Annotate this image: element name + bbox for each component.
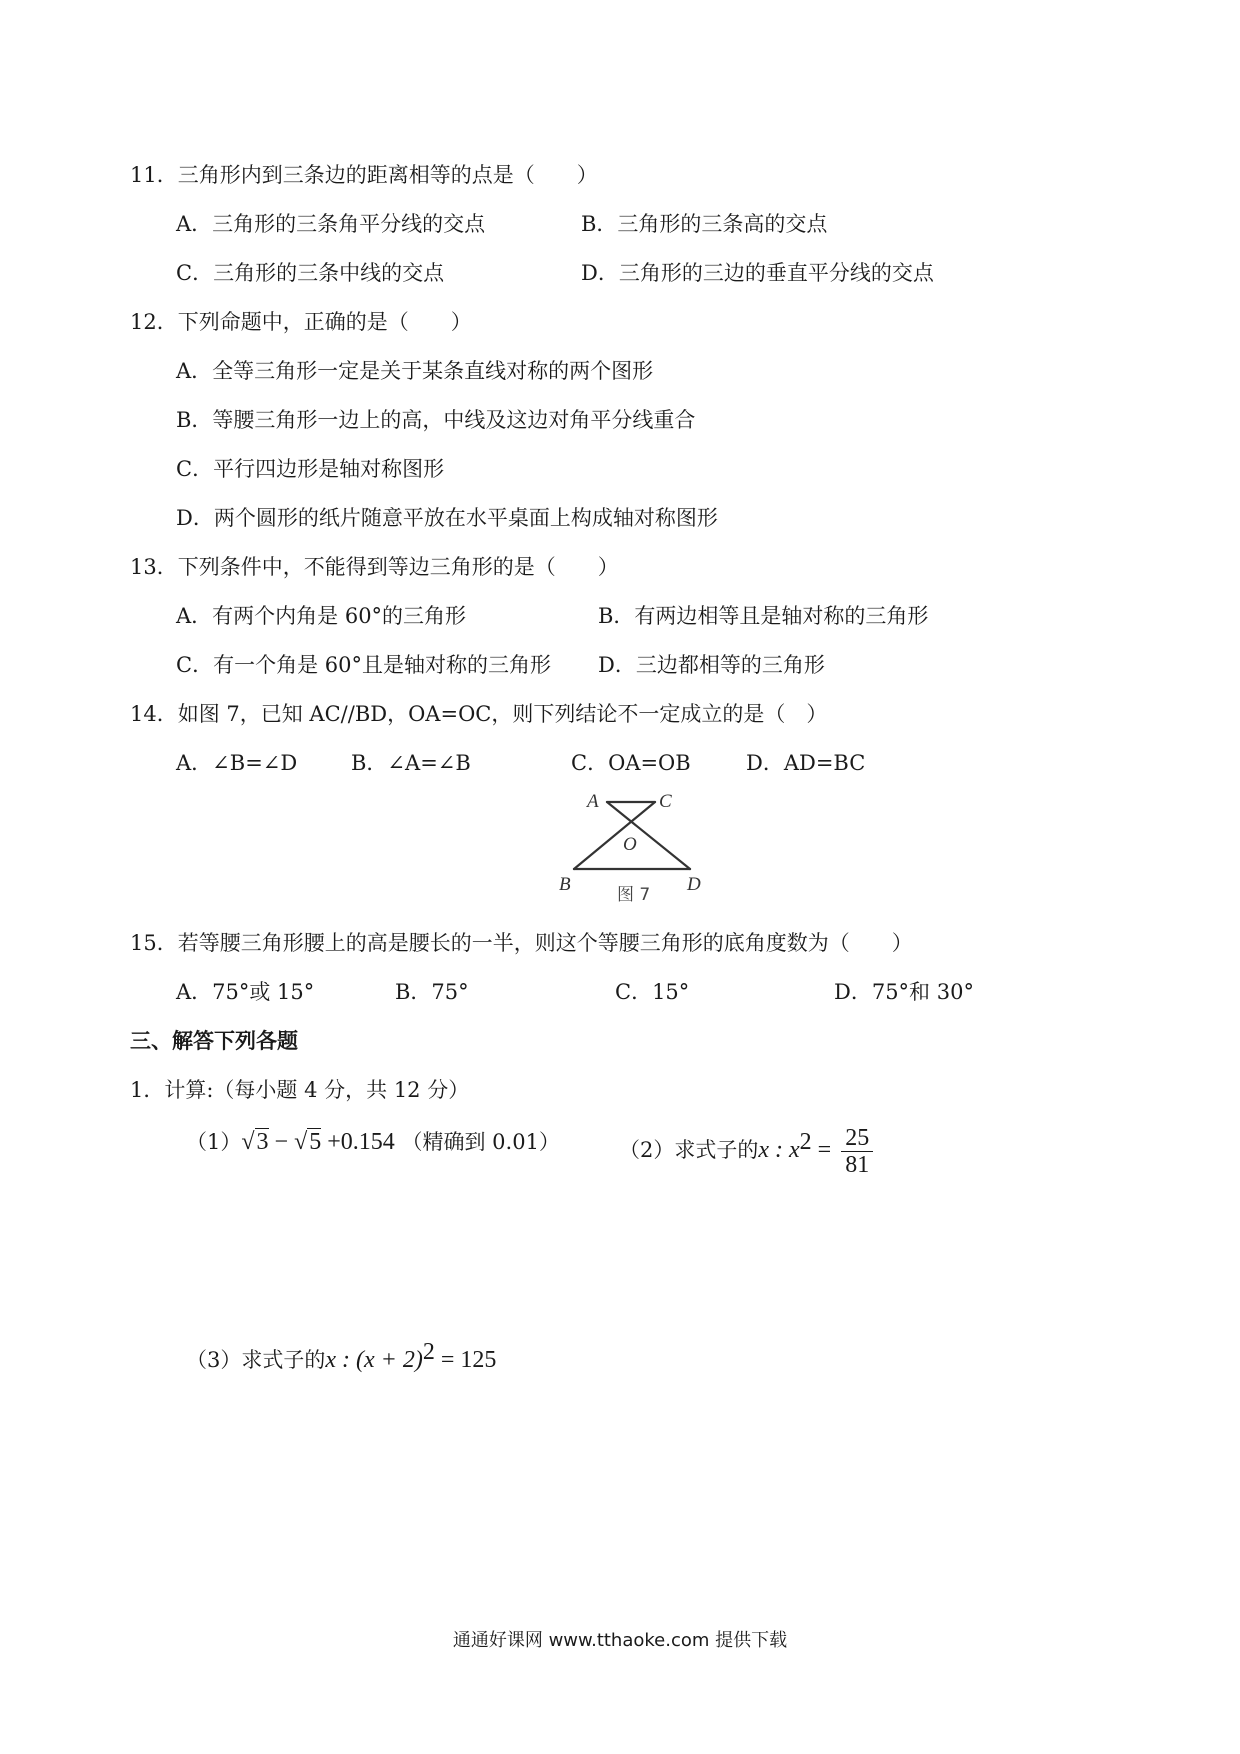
label-c: C <box>659 791 672 812</box>
q14-option-c: C．OA=OB <box>571 751 691 775</box>
sub1-tail: +0.154 <box>327 1129 395 1155</box>
segment-ad <box>607 802 690 869</box>
sub3-expression: x : (x + 2) <box>325 1347 423 1373</box>
sub3-label: （3）求式子的 <box>186 1348 326 1372</box>
q15-option-c: C．15° <box>615 980 690 1004</box>
sub1-root-b: 5 <box>309 1129 322 1155</box>
sub-question-3 <box>186 1338 496 1374</box>
sub1-root-a: 3 <box>256 1129 269 1155</box>
figure-caption: 图 7 <box>617 885 651 905</box>
sub1-note: （精确到 0.01） <box>401 1130 560 1154</box>
q15-option-d: D．75°和 30° <box>834 980 974 1004</box>
sub-question-2 <box>619 1113 873 1179</box>
sub1-expression: √3 − √5 +0.154 <box>241 1129 395 1155</box>
label-d: D <box>687 874 701 895</box>
label-o: O <box>623 834 637 855</box>
q12-option-a: A．全等三角形一定是关于某条直线对称的两个图形 <box>176 359 654 383</box>
q12-option-d: D．两个圆形的纸片随意平放在水平桌面上构成轴对称图形 <box>176 506 718 530</box>
label-b: B <box>559 874 571 895</box>
q14-option-d: D．AD=BC <box>746 751 866 775</box>
label-a: A <box>587 791 599 812</box>
q11-stem: 11．三角形内到三条边的距离相等的点是（ ） <box>130 163 598 187</box>
sub2-label: （2）求式子的 <box>619 1138 759 1162</box>
segment-cb <box>574 802 655 869</box>
section-heading: 三、解答下列各题 <box>130 1028 298 1053</box>
sub2-equals: = <box>811 1137 838 1163</box>
q13-option-c: C．有一个角是 60°且是轴对称的三角形 <box>176 653 551 677</box>
sub2-numerator: 25 <box>841 1125 873 1152</box>
q15-stem: 15．若等腰三角形腰上的高是腰长的一半，则这个等腰三角形的底角度数为（ ） <box>130 931 913 955</box>
q12-option-b: B．等腰三角形一边上的高，中线及这边对角平分线重合 <box>176 408 696 432</box>
q11-option-d: D．三角形的三边的垂直平分线的交点 <box>581 261 934 285</box>
q11-option-b: B．三角形的三条高的交点 <box>581 212 828 236</box>
q13-option-b: B．有两边相等且是轴对称的三角形 <box>598 604 929 628</box>
q12-option-c: C．平行四边形是轴对称图形 <box>176 457 445 481</box>
footer-source: 通通好课网 www.tthaoke.com 提供下载 <box>452 1630 788 1651</box>
q14-option-b: B．∠A=∠B <box>351 751 471 775</box>
figure-7-diagram <box>555 788 715 906</box>
problem-1-stem: 1．计算:（每小题 4 分，共 12 分） <box>130 1078 470 1102</box>
sub-question-1 <box>186 1128 560 1156</box>
q15-option-b: B．75° <box>395 980 469 1004</box>
q14-option-a: A．∠B=∠D <box>176 751 298 775</box>
sub3-exponent: 2 <box>422 1339 435 1365</box>
sub2-fraction <box>841 1125 873 1178</box>
q14-stem: 14．如图 7，已知 AC//BD，OA=OC，则下列结论不一定成立的是（ ） <box>130 702 828 726</box>
q13-option-d: D．三边都相等的三角形 <box>598 653 825 677</box>
sub2-variable: x : x <box>758 1137 800 1163</box>
sub2-denominator: 81 <box>845 1152 870 1178</box>
q13-option-a: A．有两个内角是 60°的三角形 <box>176 604 467 628</box>
sub2-exponent: 2 <box>799 1129 812 1155</box>
sub1-label: （1） <box>186 1130 242 1154</box>
sub3-rhs: = 125 <box>434 1347 497 1373</box>
q15-option-a: A．75°或 15° <box>176 980 315 1004</box>
q11-option-a: A．三角形的三条角平分线的交点 <box>176 212 486 236</box>
q11-option-c: C．三角形的三条中线的交点 <box>176 261 445 285</box>
q12-stem: 12．下列命题中，正确的是（ ） <box>130 310 472 334</box>
q13-stem: 13．下列条件中，不能得到等边三角形的是（ ） <box>130 555 619 579</box>
